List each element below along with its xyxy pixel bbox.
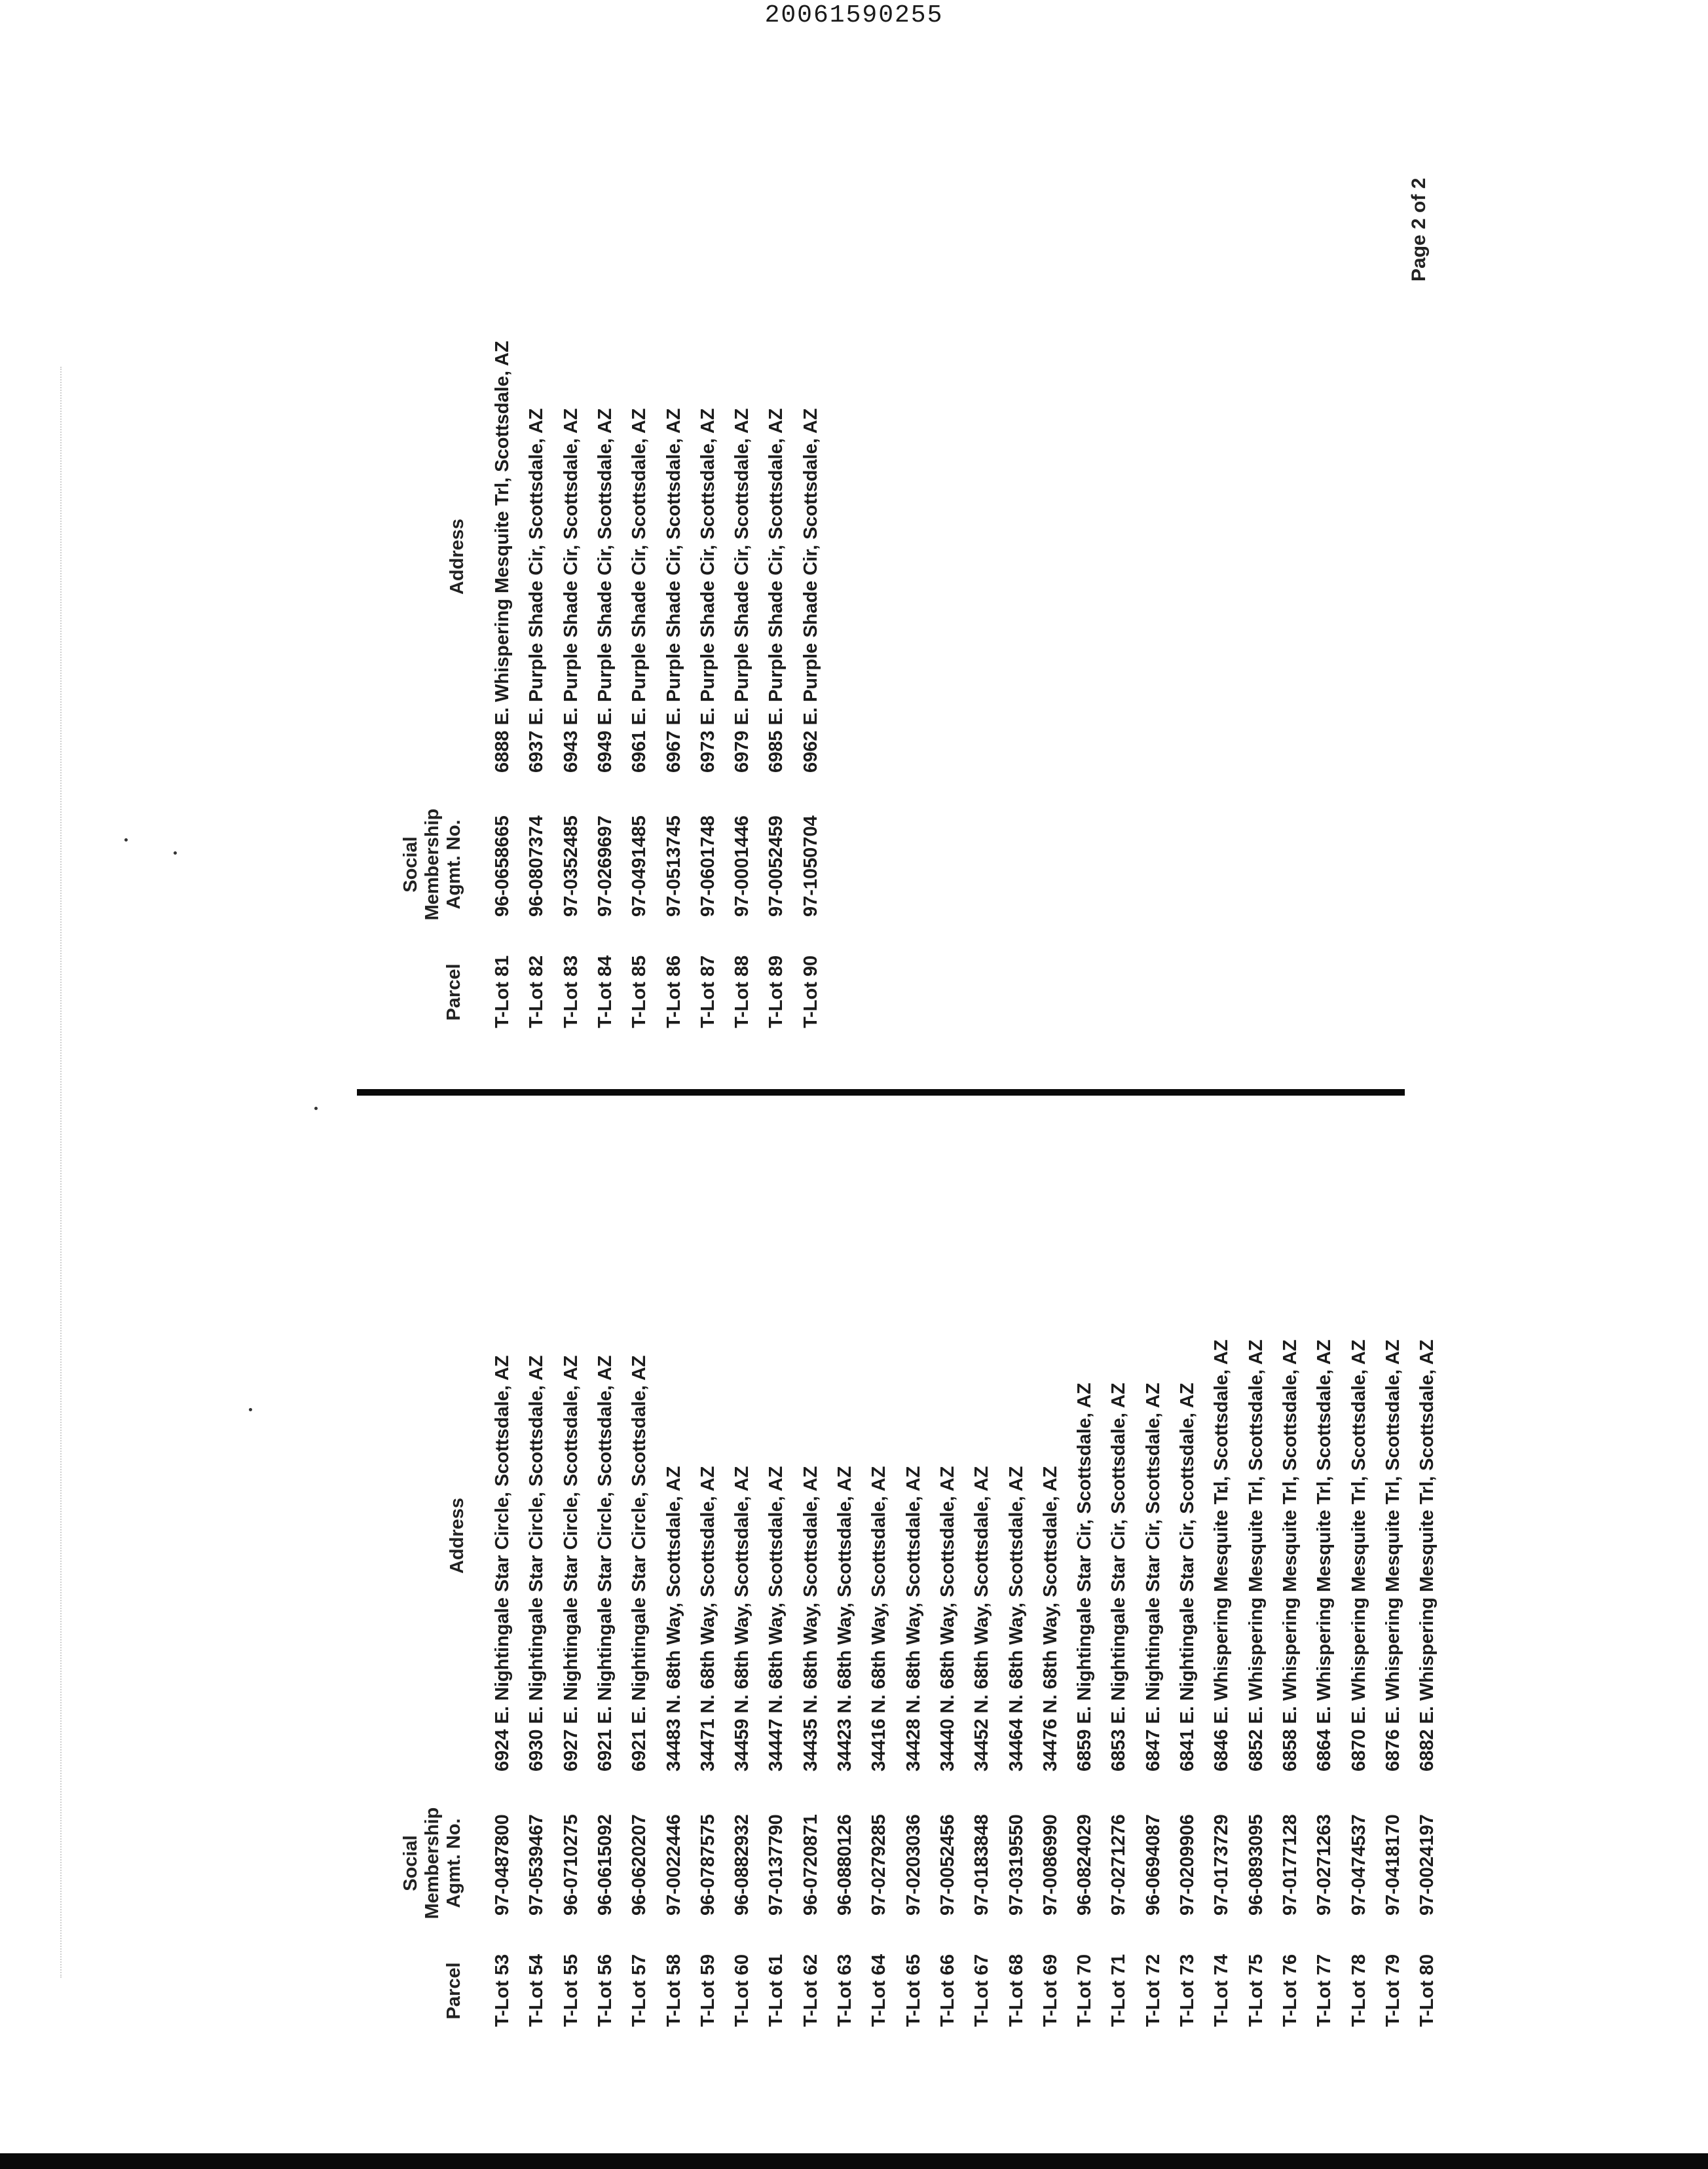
header-agmt-line2: Membership [422, 808, 443, 921]
parcel-cell: T-Lot 55 [560, 1954, 582, 2027]
parcel-cell: T-Lot 56 [594, 1954, 616, 2027]
address-cell: 34476 N. 68th Way, Scottsdale, AZ [1039, 1466, 1061, 1771]
address-cell: 6876 E. Whispering Mesquite Trl, Scottsdale, AZ [1382, 1339, 1403, 1771]
parcel-cell: T-Lot 83 [560, 955, 582, 1028]
address-cell: 34452 N. 68th Way, Scottsdale, AZ [971, 1466, 993, 1771]
agmt-cell: 96-0807374 [526, 815, 548, 917]
address-cell: 6973 E. Purple Shade Cir, Scottsdale, AZ [697, 408, 718, 773]
scan-speck [314, 1107, 318, 1110]
parcel-cell: T-Lot 59 [697, 1954, 718, 2027]
agmt-cell: 97-0137790 [766, 1814, 787, 1916]
parcel-cell: T-Lot 72 [1142, 1954, 1164, 2027]
agmt-cell: 97-0052459 [766, 815, 787, 917]
address-cell: 34416 N. 68th Way, Scottsdale, AZ [868, 1466, 890, 1771]
agmt-cell: 96-0615092 [594, 1814, 616, 1916]
agmt-cell: 96-0824029 [1074, 1814, 1096, 1916]
address-cell: 34440 N. 68th Way, Scottsdale, AZ [937, 1466, 958, 1771]
agmt-cell: 97-0086990 [1039, 1814, 1061, 1916]
address-cell: 34471 N. 68th Way, Scottsdale, AZ [697, 1466, 718, 1771]
address-cell: 34447 N. 68th Way, Scottsdale, AZ [766, 1466, 787, 1771]
parcel-cell: T-Lot 73 [1177, 1954, 1198, 2027]
agmt-cell: 97-0418170 [1382, 1814, 1403, 1916]
parcel-cell: T-Lot 66 [937, 1954, 958, 2027]
agmt-cell: 96-0893095 [1245, 1814, 1267, 1916]
address-cell: 6852 E. Whispering Mesquite Trl, Scottsdale, AZ [1245, 1339, 1267, 1771]
parcel-cell: T-Lot 77 [1314, 1954, 1335, 2027]
agmt-cell: 96-0882932 [732, 1814, 753, 1916]
agmt-cell: 97-0513745 [663, 815, 684, 917]
address-cell: 6847 E. Nightingale Star Cir, Scottsdale, AZ [1142, 1382, 1164, 1771]
header-agmt-line1: Social [400, 836, 421, 893]
agmt-cell: 97-0601748 [697, 815, 718, 917]
agmt-cell: 97-0271276 [1108, 1814, 1130, 1916]
agmt-cell: 97-0474537 [1348, 1814, 1369, 1916]
right-table [357, 183, 1431, 1041]
parcel-cell: T-Lot 84 [594, 955, 616, 1028]
parcel-cell: T-Lot 89 [766, 955, 787, 1028]
parcel-cell: T-Lot 85 [629, 955, 650, 1028]
header-address: Address [447, 518, 468, 595]
parcel-cell: T-Lot 87 [697, 955, 718, 1028]
parcel-cell: T-Lot 69 [1039, 1954, 1061, 2027]
parcel-cell: T-Lot 62 [800, 1954, 821, 2027]
address-cell: 34428 N. 68th Way, Scottsdale, AZ [902, 1466, 924, 1771]
address-cell: 6927 E. Nightingale Star Circle, Scottsdale, AZ [560, 1355, 582, 1771]
agmt-cell: 97-0491485 [629, 815, 650, 917]
address-cell: 6962 E. Purple Shade Cir, Scottsdale, AZ [800, 408, 821, 773]
agmt-cell: 96-0694087 [1142, 1814, 1164, 1916]
page-footer: Page 2 of 2 [1408, 177, 1430, 282]
header-agmt-line1: Social [400, 1835, 421, 1891]
agmt-cell: 97-0539467 [526, 1814, 548, 1916]
agmt-cell: 97-0487800 [492, 1814, 513, 1916]
parcel-cell: T-Lot 74 [1211, 1954, 1233, 2027]
parcel-cell: T-Lot 67 [971, 1954, 993, 2027]
header-agmt [357, 786, 465, 943]
agmt-cell: 96-0720871 [800, 1814, 821, 1916]
address-cell: 6846 E. Whispering Mesquite Trl, Scottsdale, AZ [1211, 1339, 1233, 1771]
parcel-cell: T-Lot 65 [902, 1954, 924, 2027]
address-cell: 6924 E. Nightingale Star Circle, Scottsdale, AZ [492, 1355, 513, 1771]
header-parcel: Parcel [443, 963, 464, 1021]
address-cell: 6882 E. Whispering Mesquite Trl, Scottsdale, AZ [1417, 1339, 1438, 1771]
agmt-cell: 96-0880126 [834, 1814, 855, 1916]
agmt-cell: 97-0279285 [868, 1814, 890, 1916]
parcel-cell: T-Lot 71 [1108, 1954, 1130, 2027]
agmt-cell: 97-0024197 [1417, 1814, 1438, 1916]
parcel-cell: T-Lot 79 [1382, 1954, 1403, 2027]
parcel-cell: T-Lot 81 [492, 955, 513, 1028]
header-parcel: Parcel [443, 1962, 464, 2020]
address-cell: 6859 E. Nightingale Star Cir, Scottsdale, AZ [1074, 1382, 1096, 1771]
parcel-cell: T-Lot 60 [732, 1954, 753, 2027]
parcel-cell: T-Lot 64 [868, 1954, 890, 2027]
scan-speck [174, 851, 177, 855]
address-cell: 6967 E. Purple Shade Cir, Scottsdale, AZ [663, 408, 684, 773]
address-cell: 6888 E. Whispering Mesquite Trl, Scottsdale, AZ [492, 341, 513, 773]
parcel-cell: T-Lot 80 [1417, 1954, 1438, 2027]
agmt-cell: 97-0001446 [732, 815, 753, 917]
address-cell: 6961 E. Purple Shade Cir, Scottsdale, AZ [629, 408, 650, 773]
address-cell: 6985 E. Purple Shade Cir, Scottsdale, AZ [766, 408, 787, 773]
address-cell: 6858 E. Whispering Mesquite Trl, Scottsdale, AZ [1279, 1339, 1301, 1771]
agmt-cell: 96-0620207 [629, 1814, 650, 1916]
column-divider [357, 1089, 1405, 1096]
address-cell: 6853 E. Nightingale Star Cir, Scottsdale, AZ [1108, 1382, 1130, 1771]
address-cell: 34464 N. 68th Way, Scottsdale, AZ [1005, 1466, 1027, 1771]
agmt-cell: 97-1050704 [800, 815, 821, 917]
scan-speck [124, 838, 128, 842]
rotated-page-content [357, 154, 1438, 2040]
agmt-cell: 97-0271263 [1314, 1814, 1335, 1916]
address-cell: 6921 E. Nightingale Star Circle, Scottsdale, AZ [629, 1355, 650, 1771]
agmt-cell: 96-0787575 [697, 1814, 718, 1916]
agmt-cell: 97-0173729 [1211, 1814, 1233, 1916]
parcel-cell: T-Lot 61 [766, 1954, 787, 2027]
parcel-cell: T-Lot 57 [629, 1954, 650, 2027]
parcel-cell: T-Lot 90 [800, 955, 821, 1028]
address-cell: 6870 E. Whispering Mesquite Trl, Scottsdale, AZ [1348, 1339, 1369, 1771]
address-cell: 34483 N. 68th Way, Scottsdale, AZ [663, 1466, 684, 1771]
address-cell: 6943 E. Purple Shade Cir, Scottsdale, AZ [560, 408, 582, 773]
agmt-cell: 97-0319550 [1005, 1814, 1027, 1916]
agmt-cell: 96-0658665 [492, 815, 513, 917]
parcel-cell: T-Lot 70 [1074, 1954, 1096, 2027]
parcel-cell: T-Lot 54 [526, 1954, 548, 2027]
address-cell: 34423 N. 68th Way, Scottsdale, AZ [834, 1466, 855, 1771]
parcel-cell: T-Lot 76 [1279, 1954, 1301, 2027]
document-id: 20061590255 [764, 1, 944, 29]
parcel-cell: T-Lot 58 [663, 1954, 684, 2027]
address-cell: 34459 N. 68th Way, Scottsdale, AZ [732, 1466, 753, 1771]
address-cell: 6949 E. Purple Shade Cir, Scottsdale, AZ [594, 408, 616, 773]
parcel-cell: T-Lot 75 [1245, 1954, 1267, 2027]
header-agmt [357, 1785, 465, 1942]
address-cell: 6930 E. Nightingale Star Circle, Scottsdale, AZ [526, 1355, 548, 1771]
agmt-cell: 97-0269697 [594, 815, 616, 917]
parcel-cell: T-Lot 78 [1348, 1954, 1369, 2027]
agmt-cell: 97-0203036 [902, 1814, 924, 1916]
address-cell: 6841 E. Nightingale Star Cir, Scottsdale, AZ [1177, 1382, 1198, 1771]
header-address: Address [447, 1497, 468, 1574]
parcel-cell: T-Lot 63 [834, 1954, 855, 2027]
parcel-cell: T-Lot 88 [732, 955, 753, 1028]
agmt-cell: 97-0183848 [971, 1814, 993, 1916]
agmt-cell: 97-0177128 [1279, 1814, 1301, 1916]
parcel-cell: T-Lot 82 [526, 955, 548, 1028]
header-agmt-line2: Membership [422, 1807, 443, 1919]
scan-speck [249, 1408, 252, 1411]
parcel-cell: T-Lot 53 [492, 1954, 513, 2027]
header-agmt-line3: Agmt. No. [443, 1818, 464, 1908]
scan-edge-artifact [60, 367, 63, 1978]
address-cell: 6937 E. Purple Shade Cir, Scottsdale, AZ [526, 408, 548, 773]
address-cell: 34435 N. 68th Way, Scottsdale, AZ [800, 1466, 821, 1771]
scan-bottom-band [0, 2153, 1708, 2169]
header-agmt-line3: Agmt. No. [443, 819, 464, 910]
parcel-cell: T-Lot 68 [1005, 1954, 1027, 2027]
address-cell: 6864 E. Whispering Mesquite Trl, Scottsdale, AZ [1314, 1339, 1335, 1771]
agmt-cell: 97-0352485 [560, 815, 582, 917]
agmt-cell: 97-0209906 [1177, 1814, 1198, 1916]
address-cell: 6979 E. Purple Shade Cir, Scottsdale, AZ [732, 408, 753, 773]
address-cell: 6921 E. Nightingale Star Circle, Scottsdale, AZ [594, 1355, 616, 1771]
agmt-cell: 97-0052456 [937, 1814, 958, 1916]
agmt-cell: 97-0022446 [663, 1814, 684, 1916]
agmt-cell: 96-0710275 [560, 1814, 582, 1916]
left-table [357, 1100, 1438, 2040]
parcel-cell: T-Lot 86 [663, 955, 684, 1028]
